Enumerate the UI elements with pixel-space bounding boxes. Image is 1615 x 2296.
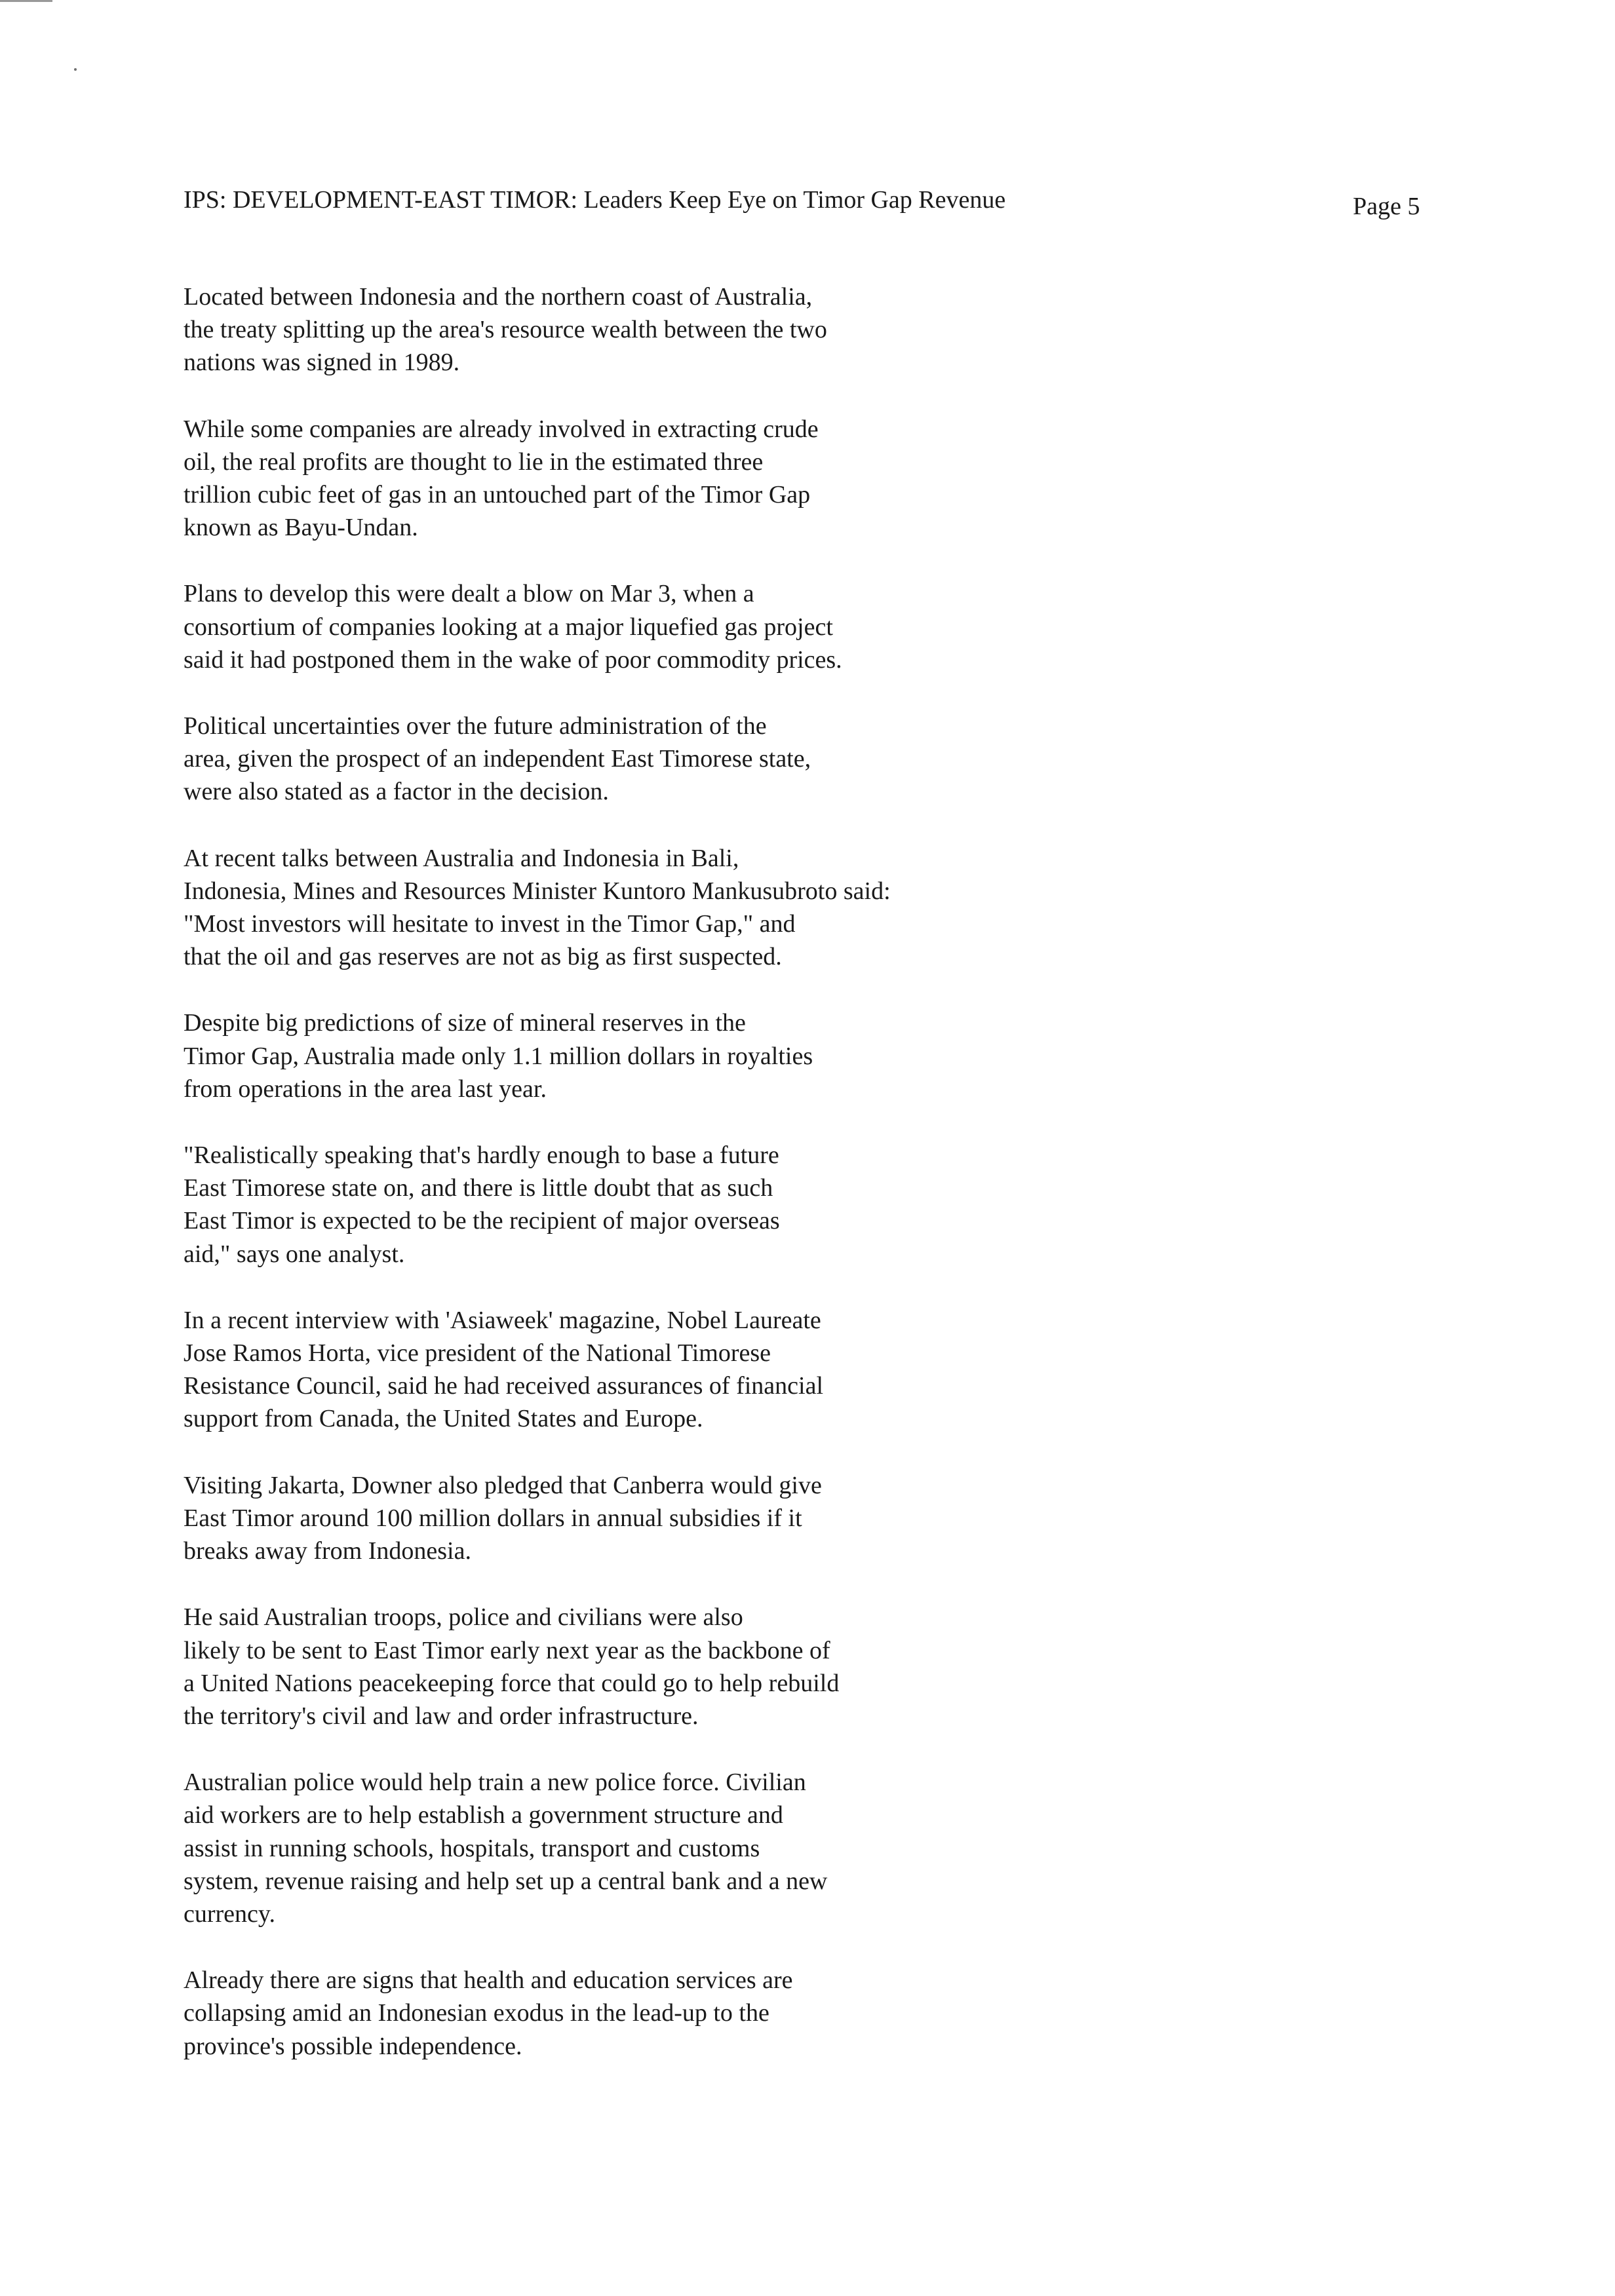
paragraph-11: Australian police would help train a new police force. Civilian aid workers are to help establish a government structure and assist in running schools, hospitals, transport and customs system, revenue raising and help set up a central bank and a new currency.: [184, 1769, 828, 1928]
paragraph-5: At recent talks between Australia and Indonesia in Bali, Indonesia, Mines and Resources Minister Kuntoro Mankusubroto said: "Most investors will hesitate to invest in the Timor Gap," and that the oil and gas reserves are not as big as first suspected.: [184, 844, 891, 971]
paragraph-6: Despite big predictions of size of mineral reserves in the Timor Gap, Australia made only 1.1 million dollars in royalties from operations in the area last year.: [184, 1009, 813, 1103]
paragraph-1: Located between Indonesia and the northern coast of Australia, the treaty splitting up the area's resource wealth between the two nations was signed in 1989.: [184, 283, 827, 377]
paragraph-3: Plans to develop this were dealt a blow on Mar 3, when a consortium of companies looking at a major liquefied gas project said it had postponed them in the wake of poor commodity prices.: [184, 580, 842, 674]
paragraph-7: "Realistically speaking that's hardly enough to base a future East Timorese state on, and there is little doubt that as such East Timor is expected to be the recipient of major overseas aid," says one analyst.: [184, 1141, 780, 1268]
article-body: [184, 280, 1088, 2096]
page-number: Page 5: [1353, 193, 1420, 220]
paragraph-2: While some companies are already involved in extracting crude oil, the real profits are thought to lie in the estimated three trillion cubic feet of gas in an untouched part of the Timor Gap known as Bayu-Undan.: [184, 415, 819, 542]
paragraph-12: Already there are signs that health and education services are collapsing amid an Indonesian exodus in the lead-up to the province's possible independence.: [184, 1966, 793, 2060]
paragraph-4: Political uncertainties over the future administration of the area, given the prospect of an independent East Timorese state, were also stated as a factor in the decision.: [184, 712, 811, 806]
article-title: IPS: DEVELOPMENT-EAST TIMOR: Leaders Keep Eye on Timor Gap Revenue: [184, 186, 1006, 214]
scan-edge-mark: [0, 0, 52, 2]
scan-speck: [74, 68, 77, 71]
paragraph-9: Visiting Jakarta, Downer also pledged that Canberra would give East Timor around 100 million dollars in annual subsidies if it breaks away from Indonesia.: [184, 1471, 822, 1565]
paragraph-10: He said Australian troops, police and civilians were also likely to be sent to East Timor early next year as the backbone of a United Nations peacekeeping force that could go to help rebuild the territory's civil and law and order infrastructure.: [184, 1603, 840, 1730]
paragraph-8: In a recent interview with 'Asiaweek' magazine, Nobel Laureate Jose Ramos Horta, vice president of the National Timorese Resistance Council, said he had received assurances of financial support from Canada, the United States and Europe.: [184, 1306, 824, 1433]
